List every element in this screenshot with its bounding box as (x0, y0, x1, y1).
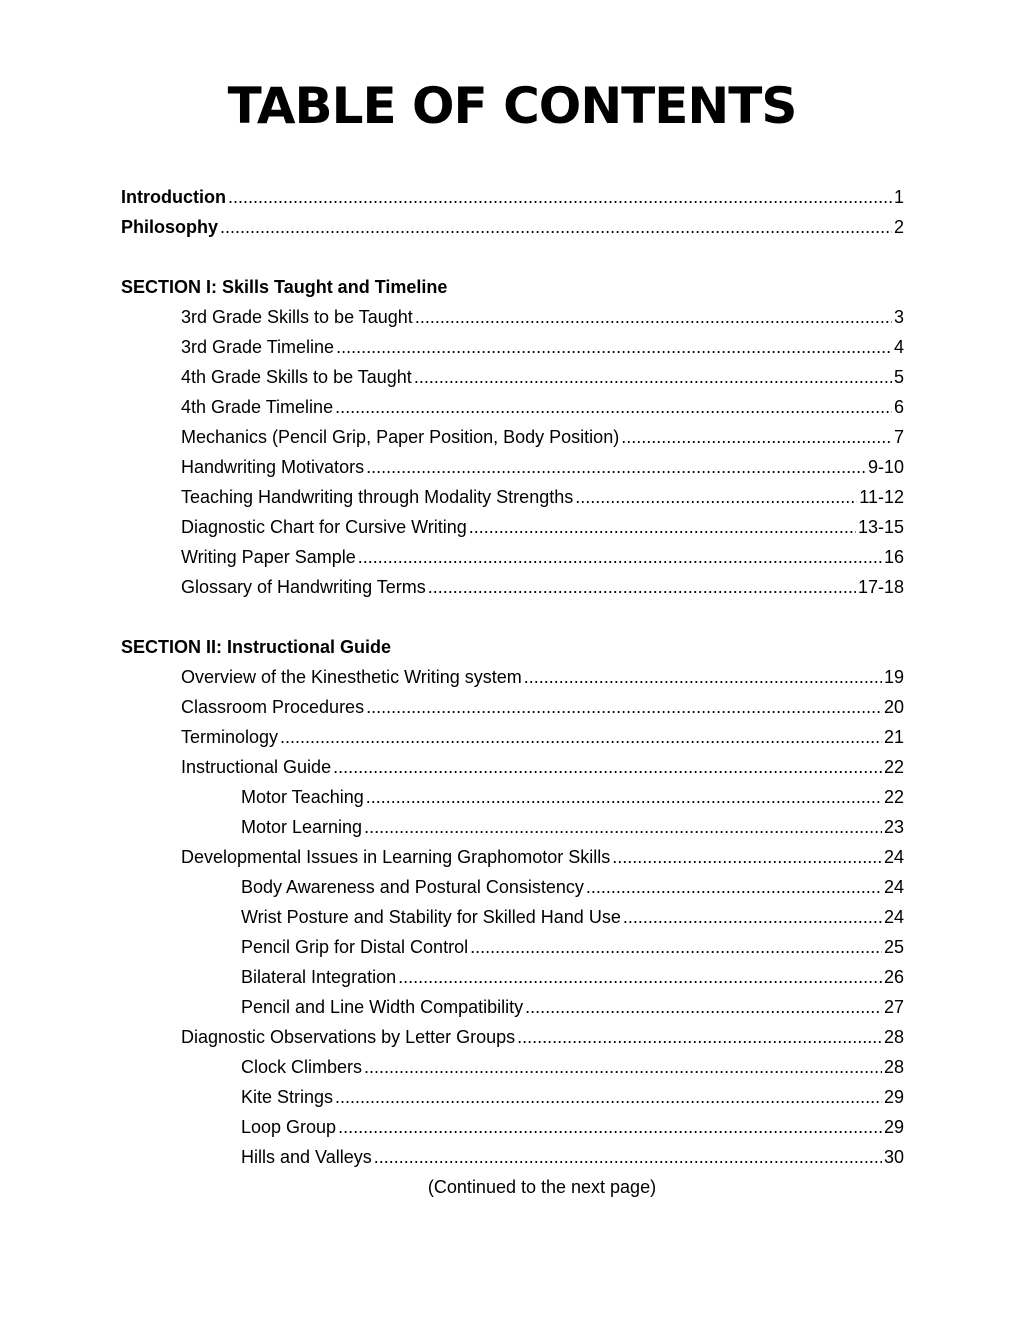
toc-entry-page: 17-18 (857, 577, 904, 597)
table-of-contents (0, 182, 1024, 1172)
toc-subentry[interactable] (0, 782, 1024, 812)
toc-entry-page: 28 (883, 1057, 904, 1077)
toc-entry-label: Classroom Procedures (181, 697, 365, 717)
toc-entry-page: 22 (883, 787, 904, 807)
page-title: TABLE OF CONTENTS (227, 77, 797, 135)
dot-leader (220, 212, 892, 242)
toc-entry-label: 4th Grade Timeline (181, 397, 334, 417)
toc-entry[interactable] (0, 362, 1024, 392)
section-heading-1: SECTION I: Skills Taught and Timeline (121, 277, 448, 297)
toc-entry-page: 25 (883, 937, 904, 957)
toc-entry-page: 30 (883, 1147, 904, 1167)
toc-entry-label: Pencil and Line Width Compatibility (241, 997, 524, 1017)
toc-entry-philosophy[interactable] (0, 212, 1024, 242)
dot-leader (366, 692, 882, 722)
dot-leader (398, 962, 882, 992)
toc-entry-label: Kite Strings (241, 1087, 334, 1107)
toc-entry[interactable] (0, 572, 1024, 602)
toc-entry-label: Hills and Valleys (241, 1147, 372, 1167)
toc-entry[interactable] (0, 1022, 1024, 1052)
dot-leader (366, 782, 882, 812)
toc-entry-page: 24 (883, 877, 904, 897)
dot-leader (621, 422, 892, 452)
toc-entry-label: 3rd Grade Skills to be Taught (181, 307, 413, 327)
toc-subentry[interactable] (0, 812, 1024, 842)
toc-entry-page: 4 (893, 337, 904, 357)
dot-leader (525, 992, 882, 1022)
toc-entry-page: 1 (893, 187, 904, 207)
dot-leader (335, 392, 892, 422)
dot-leader (469, 512, 856, 542)
toc-subentry[interactable] (0, 1112, 1024, 1142)
toc-entry-page: 16 (883, 547, 904, 567)
dot-leader (524, 662, 882, 692)
dot-leader (364, 812, 882, 842)
toc-entry-label: Handwriting Motivators (181, 457, 365, 477)
toc-subentry[interactable] (0, 872, 1024, 902)
toc-entry-label: Loop Group (241, 1117, 337, 1137)
toc-entry-page: 7 (893, 427, 904, 447)
toc-subentry[interactable] (0, 992, 1024, 1022)
dot-leader (428, 572, 856, 602)
toc-entry-label: 4th Grade Skills to be Taught (181, 367, 412, 387)
toc-entry-label: Body Awareness and Postural Consistency (241, 877, 584, 897)
toc-entry-label: Motor Teaching (241, 787, 364, 807)
dot-leader (623, 902, 882, 932)
toc-entry[interactable] (0, 482, 1024, 512)
toc-entry-page: 23 (883, 817, 904, 837)
section-spacer (0, 602, 1024, 632)
toc-entry-label: Overview of the Kinesthetic Writing system (181, 667, 522, 687)
toc-entry-label: Instructional Guide (181, 757, 332, 777)
dot-leader (517, 1022, 882, 1052)
toc-entry-page: 26 (883, 967, 904, 987)
toc-entry-page: 11-12 (859, 487, 904, 507)
toc-entry-label: Motor Learning (241, 817, 363, 837)
toc-entry[interactable] (0, 662, 1024, 692)
toc-entry-label: Diagnostic Chart for Cursive Writing (181, 517, 467, 537)
toc-entry-page: 19 (883, 667, 904, 687)
toc-entry-label: Writing Paper Sample (181, 547, 356, 567)
toc-entry-page: 20 (883, 697, 904, 717)
toc-entry[interactable] (0, 422, 1024, 452)
toc-entry[interactable] (0, 752, 1024, 782)
dot-leader (575, 482, 857, 512)
toc-entry-page: 9-10 (867, 457, 904, 477)
toc-subentry[interactable] (0, 932, 1024, 962)
toc-entry[interactable] (0, 392, 1024, 422)
toc-entry-label: Philosophy (121, 217, 219, 237)
toc-entry[interactable] (0, 722, 1024, 752)
toc-subentry[interactable] (0, 1052, 1024, 1082)
toc-entry-label: Wrist Posture and Stability for Skilled Hand Use (241, 907, 621, 927)
toc-entry-label: Mechanics (Pencil Grip, Paper Position, Body Position) (181, 427, 620, 447)
toc-entry-label: Bilateral Integration (241, 967, 397, 987)
toc-entry-page: 22 (883, 757, 904, 777)
toc-entry-label: Teaching Handwriting through Modality Strengths (181, 487, 574, 507)
toc-subentry[interactable] (0, 962, 1024, 992)
dot-leader (586, 872, 882, 902)
section-spacer (0, 242, 1024, 272)
toc-subentry[interactable] (0, 1082, 1024, 1112)
toc-entry-page: 3 (893, 307, 904, 327)
dot-leader (335, 1082, 882, 1112)
toc-subentry[interactable] (0, 1142, 1024, 1172)
dot-leader (470, 932, 882, 962)
toc-entry-page: 24 (883, 847, 904, 867)
toc-entry-page: 29 (883, 1117, 904, 1137)
dot-leader (280, 722, 882, 752)
toc-entry-page: 24 (883, 907, 904, 927)
continued-note: (Continued to the next page) (427, 1177, 657, 1197)
toc-entry-page: 27 (883, 997, 904, 1017)
toc-entry-page: 5 (893, 367, 904, 387)
toc-entry-label: Diagnostic Observations by Letter Groups (181, 1027, 516, 1047)
toc-entry[interactable] (0, 302, 1024, 332)
dot-leader (612, 842, 882, 872)
toc-entry-page: 28 (883, 1027, 904, 1047)
toc-entry-page: 21 (883, 727, 904, 747)
toc-entry[interactable] (0, 452, 1024, 482)
toc-entry-label: Pencil Grip for Distal Control (241, 937, 469, 957)
dot-leader (358, 542, 882, 572)
toc-entry[interactable] (0, 542, 1024, 572)
toc-entry[interactable] (0, 332, 1024, 362)
toc-entry-label: Terminology (181, 727, 279, 747)
toc-entry[interactable] (0, 842, 1024, 872)
toc-entry-label: Introduction (121, 187, 226, 207)
toc-entry-label: Developmental Issues in Learning Graphomotor Skills (181, 847, 611, 867)
dot-leader (366, 452, 866, 482)
dot-leader (414, 362, 892, 392)
toc-entry-label: Clock Climbers (241, 1057, 363, 1077)
dot-leader (415, 302, 892, 332)
toc-entry-label: Glossary of Handwriting Terms (181, 577, 426, 597)
toc-entry-page: 13-15 (857, 517, 904, 537)
dot-leader (374, 1142, 882, 1172)
toc-entry[interactable] (0, 512, 1024, 542)
dot-leader (364, 1052, 882, 1082)
toc-entry-page: 2 (893, 217, 904, 237)
toc-entry-page: 29 (883, 1087, 904, 1107)
toc-entry-page: 6 (893, 397, 904, 417)
toc-entry-introduction[interactable] (0, 182, 1024, 212)
dot-leader (336, 332, 892, 362)
toc-entry[interactable] (0, 692, 1024, 722)
dot-leader (333, 752, 882, 782)
toc-entry-label: 3rd Grade Timeline (181, 337, 335, 357)
toc-subentry[interactable] (0, 902, 1024, 932)
dot-leader (228, 182, 892, 212)
section-heading-2: SECTION II: Instructional Guide (121, 637, 392, 657)
dot-leader (338, 1112, 882, 1142)
